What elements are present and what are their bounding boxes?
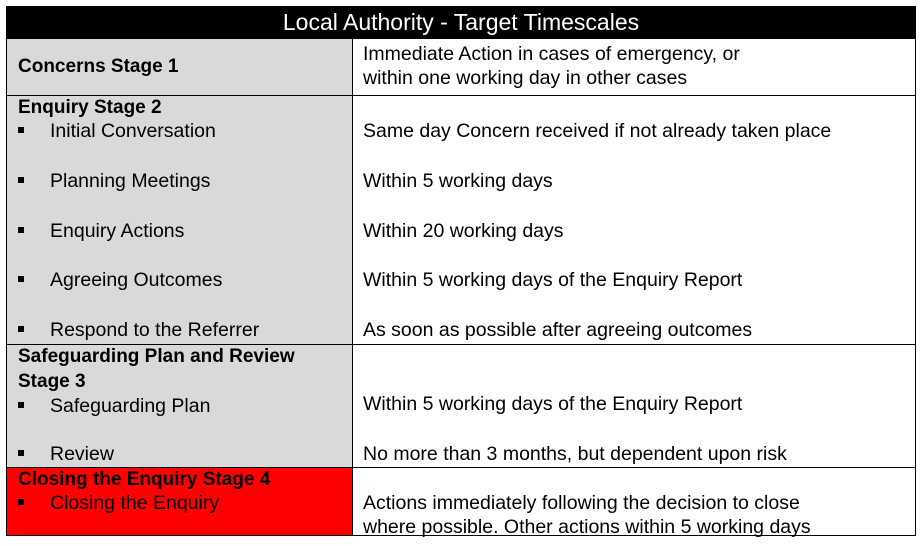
bullet-icon	[18, 402, 24, 408]
item-label: Review	[50, 443, 114, 465]
table-row-stage-4	[7, 467, 915, 538]
list-item	[18, 169, 210, 194]
timescale-text: Actions immediately following the decision to close	[363, 492, 800, 514]
timescale-cell	[353, 345, 915, 467]
list-item	[18, 219, 184, 244]
list-item	[18, 394, 210, 419]
timescale-text: Within 5 working days	[363, 170, 553, 192]
bullet-icon	[18, 177, 24, 183]
stage-title: Safeguarding Plan and Review	[18, 346, 295, 367]
stage-cell	[7, 39, 353, 95]
timescale-text: where possible. Other actions within 5 working days	[363, 516, 811, 538]
bullet-icon	[18, 499, 24, 505]
item-label: Enquiry Actions	[50, 220, 185, 242]
table-title: Local Authority - Target Timescales	[7, 7, 915, 38]
stage-title: Closing the Enquiry Stage 4	[18, 469, 271, 490]
bullet-icon	[18, 227, 24, 233]
bullet-icon	[18, 276, 24, 282]
timescale-text: within one working day in other cases	[363, 67, 688, 89]
bullet-icon	[18, 450, 24, 456]
timescales-table	[6, 6, 916, 536]
timescale-text: Within 5 working days of the Enquiry Report	[363, 393, 743, 415]
item-label: Closing the Enquiry	[50, 492, 220, 514]
stage-title: Enquiry Stage 2	[18, 97, 162, 118]
stage-cell	[7, 96, 353, 344]
list-item	[18, 318, 259, 343]
list-item	[18, 442, 114, 467]
stage-title: Concerns Stage 1	[18, 56, 179, 77]
stage-title: Stage 3	[18, 371, 86, 392]
stage-cell	[7, 345, 353, 467]
list-item	[18, 119, 216, 144]
timescale-text: Same day Concern received if not already taken place	[363, 120, 832, 142]
item-label: Agreeing Outcomes	[50, 269, 223, 291]
timescale-cell	[353, 468, 915, 538]
item-label: Initial Conversation	[50, 120, 216, 142]
list-item	[18, 268, 222, 293]
bullet-icon	[18, 127, 24, 133]
timescale-text: Within 5 working days of the Enquiry Report	[363, 269, 743, 291]
item-label: Planning Meetings	[50, 170, 211, 192]
timescale-cell	[353, 96, 915, 344]
timescale-text: Immediate Action in cases of emergency, or	[363, 43, 740, 65]
table-row-stage-1	[7, 38, 915, 95]
table-row-stage-3	[7, 344, 915, 467]
bullet-icon	[18, 326, 24, 332]
timescale-text: No more than 3 months, but dependent upon risk	[363, 443, 787, 465]
table-row-stage-2	[7, 95, 915, 344]
timescale-text: As soon as possible after agreeing outcomes	[363, 319, 753, 341]
timescale-text: Within 20 working days	[363, 220, 564, 242]
list-item	[18, 491, 219, 516]
stage-cell	[7, 468, 353, 535]
item-label: Safeguarding Plan	[50, 395, 211, 417]
item-label: Respond to the Referrer	[50, 319, 260, 341]
timescale-cell	[353, 39, 915, 95]
